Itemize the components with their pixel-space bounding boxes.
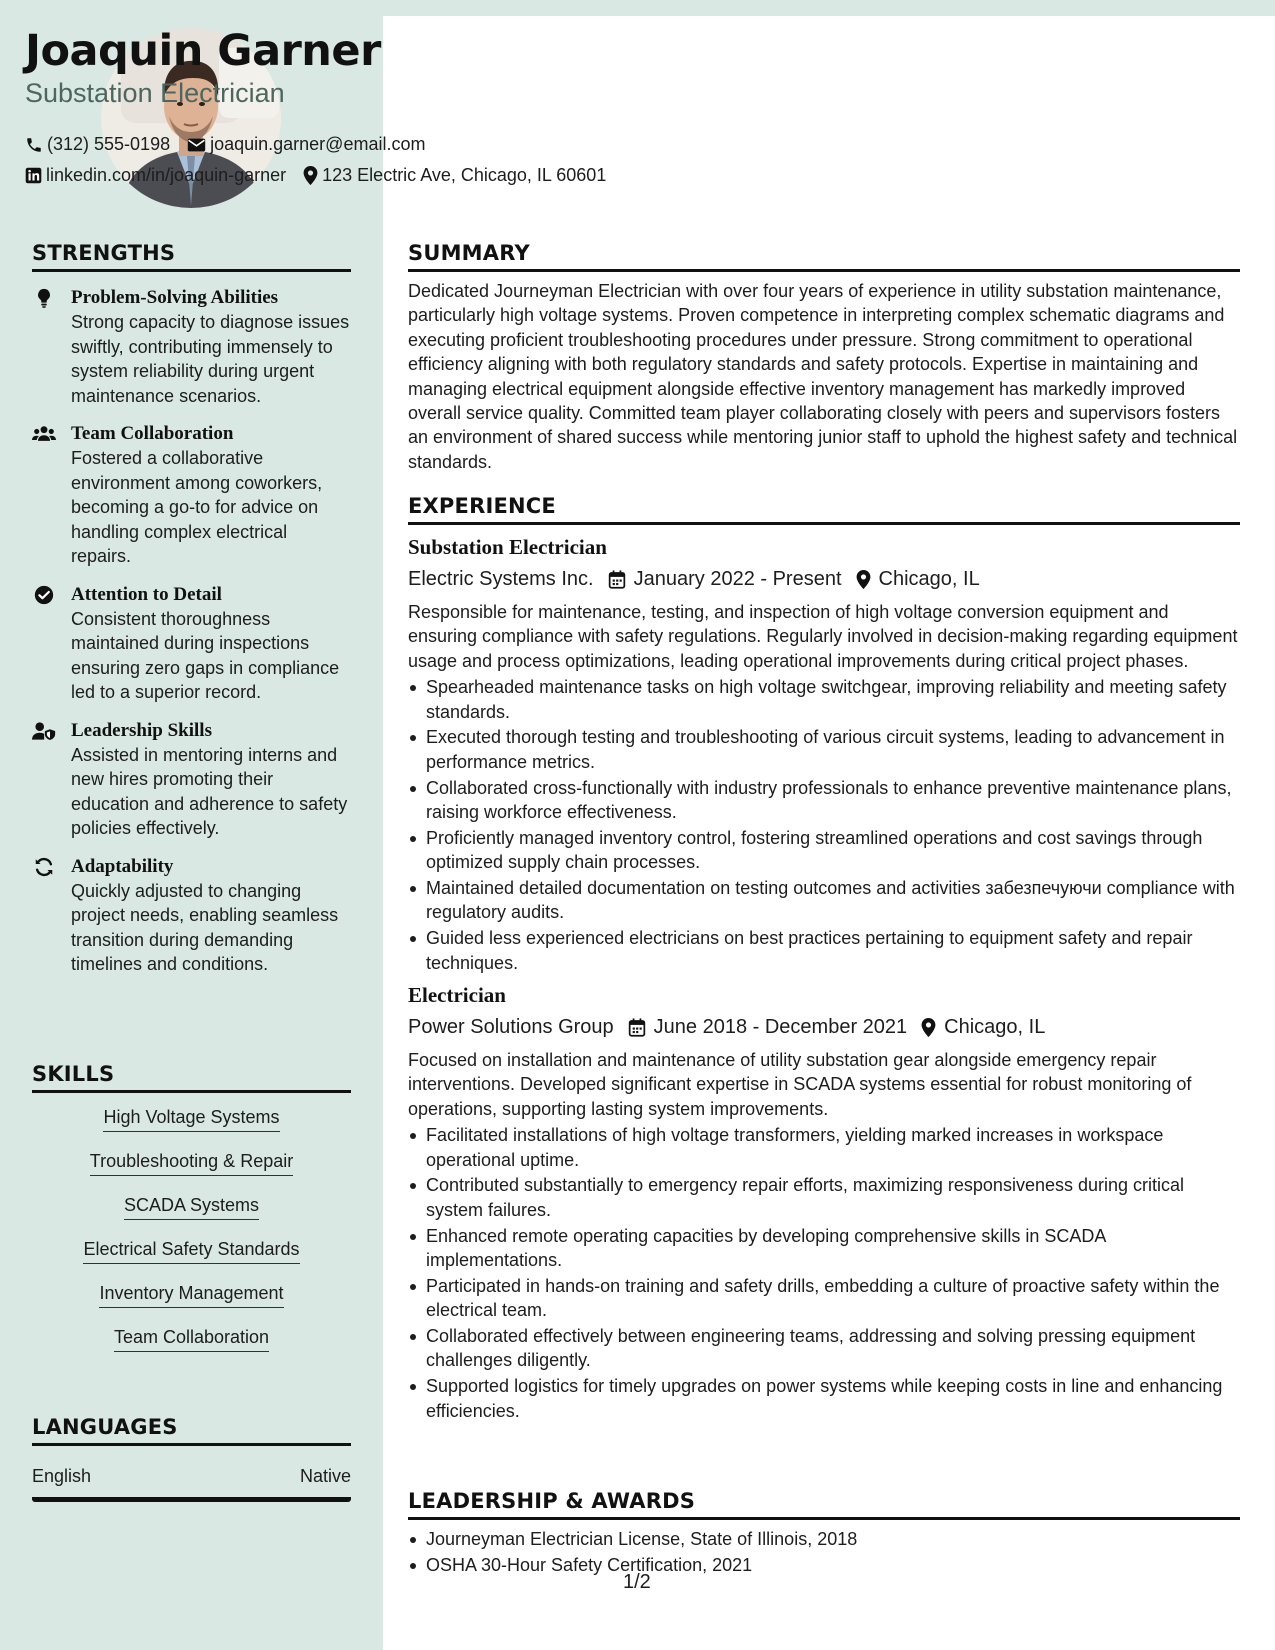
strength-item [32,422,351,569]
skill-item: Team Collaboration [114,1325,269,1352]
skills-section [32,1062,351,1369]
address-text: 123 Electric Ave, Chicago, IL 60601 [322,165,607,185]
job-meta [408,568,1240,591]
job-bullets [408,675,1240,975]
strength-desc: Fostered a collaborative environment among coworkers, becoming a go-to for advice on handling complex electrical repairs. [71,448,323,566]
job-bullet: Contributed substantially to emergency repair efforts, maximizing responsiveness during critical system failures. [408,1173,1240,1222]
strength-title: Attention to Detail [71,583,222,605]
job-bullet: Guided less experienced electricians on best practices pertaining to equipment safety and repair techniques. [408,926,1240,975]
users-icon [32,423,56,445]
linkedin-text[interactable]: linkedin.com/in/joaquin-garner [46,165,287,185]
contact-row-2 [25,165,623,186]
awards-title: LEADERSHIP & AWARDS [408,1489,1240,1520]
map-pin-icon [921,1018,936,1037]
languages-title: LANGUAGES [32,1415,351,1446]
skill-item: High Voltage Systems [103,1105,279,1132]
email-contact[interactable] [187,134,425,155]
job-bullet: Collaborated cross-functionally with industry professionals to enhance preventive maintenance plans, raising workforce effectiveness. [408,776,1240,825]
linkedin-contact[interactable] [25,165,286,186]
email-text[interactable]: joaquin.garner@email.com [210,134,426,154]
job-bullet: Facilitated installations of high voltage transformers, yielding marked increases in workspace operational uptime. [408,1123,1240,1172]
strength-item [32,583,351,705]
job-dates [628,1016,908,1039]
summary-section [408,241,1240,474]
summary-title: SUMMARY [408,241,1240,272]
user-shield-icon [32,720,56,742]
email-icon [187,137,206,153]
job-title: Substation Electrician [408,535,607,559]
job-bullet: Spearheaded maintenance tasks on high voltage switchgear, improving reliability and meeting safety standards. [408,675,1240,724]
job-dates-text: January 2022 - Present [633,568,842,590]
award-item: OSHA 30-Hour Safety Certification, 2021 [408,1553,1240,1577]
job-bullet: Maintained detailed documentation on testing outcomes and activities забезпечуючи compliance with regulatory audits. [408,876,1240,925]
summary-text: Dedicated Journeyman Electrician with over four years of experience in utility substation maintenance, particularly high voltage systems. Proven competence in interpreting complex schematic diagrams and executing proficient troubleshooting procedures under pressure. Strong commitment to operational efficiency aligning with both regulatory standards and safety protocols. Expertise in maintaining and managing electrical equipment alongside effective inventory management has markedly improved overall service quality. Committed team player collaborating closely with peers and supervisors fosters an environment of shared success while mentoring junior staff to uphold the highest safety and technical standards. [408,281,1238,472]
job-description: Responsible for maintenance, testing, and inspection of high voltage conversion equipment and ensuring compliance with safety regulations. Regularly involved in decision-making regarding equipment usage and process optimizations, leading operational improvements during critical project phases. [408,602,1238,671]
strength-item [32,855,351,977]
skills-title: SKILLS [32,1062,351,1093]
strength-title: Team Collaboration [71,423,234,444]
awards-section [408,1489,1240,1579]
job-location-text: Chicago, IL [878,568,980,590]
strength-desc: Assisted in mentoring interns and new hires promoting their education and adherence to safety policies effectively. [71,744,348,838]
job-dates-text: June 2018 - December 2021 [653,1016,908,1039]
strengths-title: STRENGTHS [32,241,351,272]
job-bullet: Participated in hands-on training and safety drills, embedding a culture of proactive safety within the electrical team. [408,1274,1240,1323]
job-bullet: Enhanced remote operating capacities by developing comprehensive skills in SCADA implementations. [408,1224,1240,1273]
language-level: Native [299,1466,351,1486]
phone-icon [25,136,43,154]
skills-list [32,1105,351,1352]
job-bullet: Supported logistics for timely upgrades on power systems while keeping costs in line and enhancing efficiencies. [408,1374,1240,1423]
job-company: Electric Systems Inc. [408,568,594,590]
phone-text: (312) 555-0198 [47,134,171,154]
strength-desc: Quickly adjusted to changing project needs, enabling seamless transition during demanding timelines and conditions. [71,880,339,974]
phone-contact [25,134,170,155]
refresh-icon [32,856,56,878]
job-bullets [408,1123,1240,1423]
check-circle-icon [32,584,56,606]
job-location-text: Chicago, IL [944,1016,1046,1039]
calendar-icon [628,1018,646,1037]
experience-title: EXPERIENCE [408,494,1240,525]
strength-desc: Strong capacity to diagnose issues swiftly, contributing immensely to system reliability during urgent maintenance scenarios. [71,312,350,406]
job-title: Electrician [408,983,506,1008]
job-description: Focused on installation and maintenance of utility substation gear alongside emergency repair interventions. Developed significant expertise in SCADA systems essential for robust monitoring of operations, supporting lasting system improvements. [408,1050,1192,1119]
skill-item: Electrical Safety Standards [83,1237,299,1264]
job-location [921,1016,1045,1039]
contact-row-1 [25,134,442,155]
award-item: Journeyman Electrician License, State of Illinois, 2018 [408,1527,1240,1551]
job-meta [408,1016,1240,1039]
skill-item: Troubleshooting & Repair [90,1149,293,1176]
page-number: 1/2 [623,1571,651,1593]
linkedin-icon [25,167,42,184]
strength-title: Problem-Solving Abilities [71,287,279,308]
strength-item [32,286,351,408]
job-entry [408,535,1240,975]
job-dates [608,568,842,591]
job-bullet: Proficiently managed inventory control, fostering streamlined operations and cost savings through optimized supply chain processes. [408,826,1240,875]
job-bullet: Collaborated effectively between engineering teams, addressing and solving pressing equipment challenges diligently. [408,1324,1240,1373]
skill-item: Inventory Management [99,1281,283,1308]
strengths-section [32,241,351,977]
lightbulb-icon [32,287,56,309]
language-row [32,1466,351,1502]
language-name: English [32,1466,92,1486]
strength-title: Adaptability [71,855,174,877]
job-bullet: Executed thorough testing and troubleshooting of various circuit systems, leading to advancement in performance metrics. [408,725,1240,774]
address-contact [303,165,606,186]
job-location [856,568,980,591]
experience-section [408,494,1240,1424]
strength-desc: Consistent thoroughness maintained during inspections ensuring zero gaps in compliance led to a superior record. [71,608,340,702]
strength-title: Leadership Skills [71,719,212,741]
calendar-icon [608,570,626,589]
strength-item [32,719,351,841]
map-pin-icon [856,570,871,589]
awards-list [408,1527,1240,1577]
languages-section [32,1415,351,1502]
map-pin-icon [303,166,318,185]
job-entry [408,983,1240,1423]
person-role: Substation Electrician [25,78,285,108]
person-name: Joaquin Garner [25,26,381,76]
job-company: Power Solutions Group [408,1016,614,1039]
skill-item: SCADA Systems [124,1193,259,1220]
